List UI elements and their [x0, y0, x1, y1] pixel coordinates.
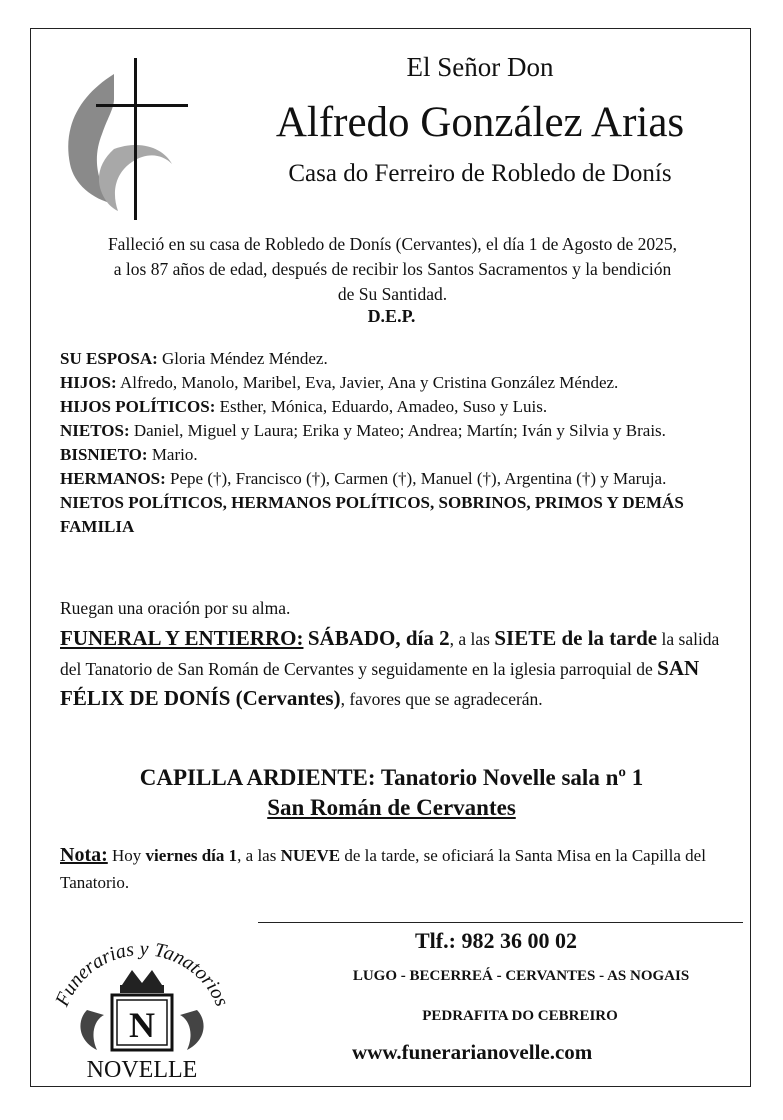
- chapel-line-1: CAPILLA ARDIENTE: Tanatorio Novelle sala nº 1: [139, 765, 644, 790]
- novelle-logo: [42, 915, 242, 1085]
- cross-flame-icon: [52, 54, 192, 224]
- deceased-name: Alfredo González Arias: [275, 99, 685, 146]
- phone-number: Tlf.: 982 36 00 02: [415, 928, 577, 953]
- footer-divider: [258, 922, 743, 923]
- website-link[interactable]: www.funerarianovelle.com: [352, 1040, 593, 1064]
- family-row-nietos: NIETOS: Daniel, Miguel y Laura; Erika y Mateo; Andrea; Martín; Iván y Silvia y Brais.: [60, 421, 666, 440]
- prayer-request: Ruegan una oración por su alma.: [60, 598, 291, 618]
- logo-letter: N: [129, 1005, 155, 1045]
- honorific-title: El Señor Don: [406, 52, 554, 82]
- note: Nota: Hoy viernes día 1, a las NUEVE de la tarde, se oficiará la Santa Misa en la Capilla del Tanatorio.: [60, 844, 706, 892]
- cities-list: LUGO - BECERREÁ - CERVANTES - AS NOGAIS: [352, 968, 690, 984]
- death-announcement: Falleció en su casa de Robledo de Donís (Cervantes), el día 1 de Agosto de 2025, a los 87 años de edad, después de recibir los Santos Sacramentos y la bendición de Su Santidad.: [107, 234, 678, 304]
- family-row-bisnieto: BISNIETO: Mario.: [60, 445, 198, 464]
- family-row-politicos: HIJOS POLÍTICOS: Esther, Mónica, Eduardo, Amadeo, Suso y Luis.: [60, 397, 548, 416]
- chapel-line-2: San Román de Cervantes: [267, 795, 516, 820]
- rip-label: D.E.P.: [367, 306, 416, 326]
- family-row-resto: NIETOS POLÍTICOS, HERMANOS POLÍTICOS, SOBRINOS, PRIMOS Y DEMÁS FAMILIA: [60, 493, 684, 536]
- pedrafita-location: PEDRAFITA DO CEBREIRO: [422, 1008, 618, 1024]
- family-row-esposa: SU ESPOSA: Gloria Méndez Méndez.: [60, 349, 328, 368]
- logo-arc-text: Funerarias y Tanatorios: [51, 937, 233, 1010]
- funeral-info: FUNERAL Y ENTIERRO: SÁBADO, día 2, a las SIETE de la tarde la salida del Tanatorio de San Román de Cervantes y seguidamente en la iglesia parroquial de SAN FÉLIX DE DONÍS (Cervantes), favores que se agradecerán.: [60, 626, 720, 710]
- family-list: [60, 347, 730, 539]
- logo-name: NOVELLE: [86, 1057, 198, 1083]
- house-name: Casa do Ferreiro de Robledo de Donís: [288, 160, 672, 187]
- family-row-hermanos: HERMANOS: Pepe (†), Francisco (†), Carmen (†), Manuel (†), Argentina (†) y Maruja.: [60, 469, 667, 488]
- family-row-hijos: HIJOS: Alfredo, Manolo, Maribel, Eva, Javier, Ana y Cristina González Méndez.: [60, 373, 619, 392]
